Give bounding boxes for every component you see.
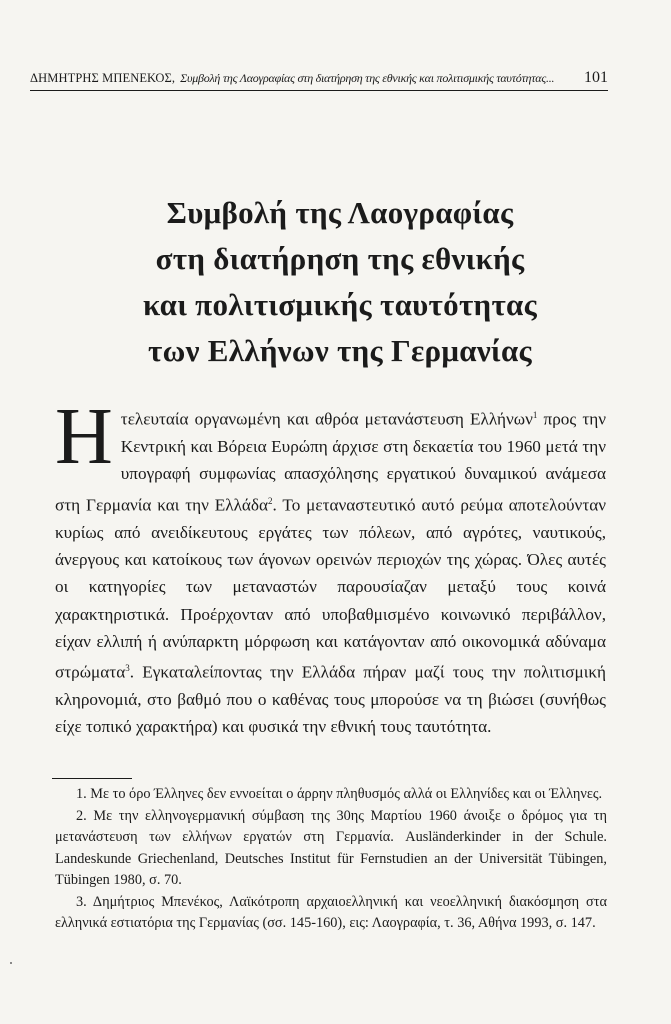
footnotes — [55, 784, 607, 935]
footnote-ref-3[interactable]: 3 — [125, 663, 130, 674]
page-number: 101 — [582, 66, 608, 90]
footnote-divider — [52, 778, 132, 779]
footnote-ref-1[interactable]: 1 — [532, 410, 538, 420]
body-paragraph — [55, 393, 607, 741]
running-head-author: ΔΗΜΗΤΡΗΣ ΜΠΕΝΕΚΟΣ, — [30, 71, 176, 85]
body-text-segment: τελευταία οργανωμένη και αθρόα μετανάστευση Ελλήνων — [120, 409, 533, 429]
body-text-segment: προς την Κεντρική και Βόρεια Ευρώπη άρχισε στη δεκαετία του 1960 μετά την υπογραφή συμφωνίας απασχόλησης εργατικού δυναμικού ανάμεσα στη Γερμανία και την Ελλάδα — [55, 409, 606, 515]
body-text-segment: . Το μεταναστευτικό αυτό ρεύμα αποτελούνταν κυρίως από ανειδίκευτους εργάτες των πόλεων, από αγρότες, ναυτικούς, άνεργους και κατοίκους των άγονων ορεινών περιοχών της χώρας. Όλες αυτές οι κατηγορίες των μεταναστών παρουσίαζαν μεταξύ τους κοινά χαρακτηριστικά. Προέρχονταν από υποβαθμισμένο κοινωνικό περιβάλλον, είχαν ελλιπή ή ανύπαρκτη μόρφωση και κατάγονταν από οικονομικά αδύναμα στρώματα — [55, 495, 607, 682]
article-title — [40, 190, 640, 374]
title-line-1: Συμβολή της Λαογραφίας — [166, 195, 514, 230]
running-head-title: Συμβολή της Λαογραφίας στη διατήρηση της εθνικής και πολιτισμικής ταυτότητας... — [180, 71, 555, 85]
title-line-2: στη διατήρηση της εθνικής — [155, 241, 525, 276]
footnote-2: 2. Με την ελληνογερμανική σύμβαση της 30ης Μαρτίου 1960 άνοιξε ο δρόμος για τη μετανάστευση των ελλήνων εργατών στη Γερμανία. Ausländerkinder in der Schule. Landeskunde Griechenland, Deutsches Institut für Fernstudien an der Universität Tübingen, Tübingen 1980, σ. 70. — [55, 808, 607, 888]
body-text-segment: . Εγκαταλείποντας την Ελλάδα πήραν μαζί τους την πολιτισμική κληρονομιά, στο βαθμό που ο καθένας τους μπορούσε να τη βιώσει (συνήθως είχε τοπικό χαρακτήρα) και φυσικά την εθνική τους ταυτότητα. — [55, 662, 606, 737]
scan-speck — [10, 962, 12, 964]
title-line-3: και πολιτισμικής ταυτότητας — [142, 287, 538, 322]
footnote-3: 3. Δημήτριος Μπενέκος, Λαϊκότροπη αρχαιοελληνική και νεοελληνική διακόσμηση στα ελληνικά εστιατόρια της Γερμανίας (σσ. 145-160), εις: Λαογραφία, τ. 36, Αθήνα 1993, σ. 147. — [55, 894, 607, 932]
footnote-ref-2[interactable]: 2 — [268, 495, 273, 506]
footnote-1: 1. Με το όρο Έλληνες δεν εννοείται ο άρρην πληθυσμός αλλά οι Ελληνίδες και οι Έλληνες. — [76, 786, 603, 802]
title-line-4: των Ελλήνων της Γερμανίας — [148, 333, 532, 368]
running-head — [30, 66, 608, 91]
drop-cap: Η — [55, 393, 113, 481]
